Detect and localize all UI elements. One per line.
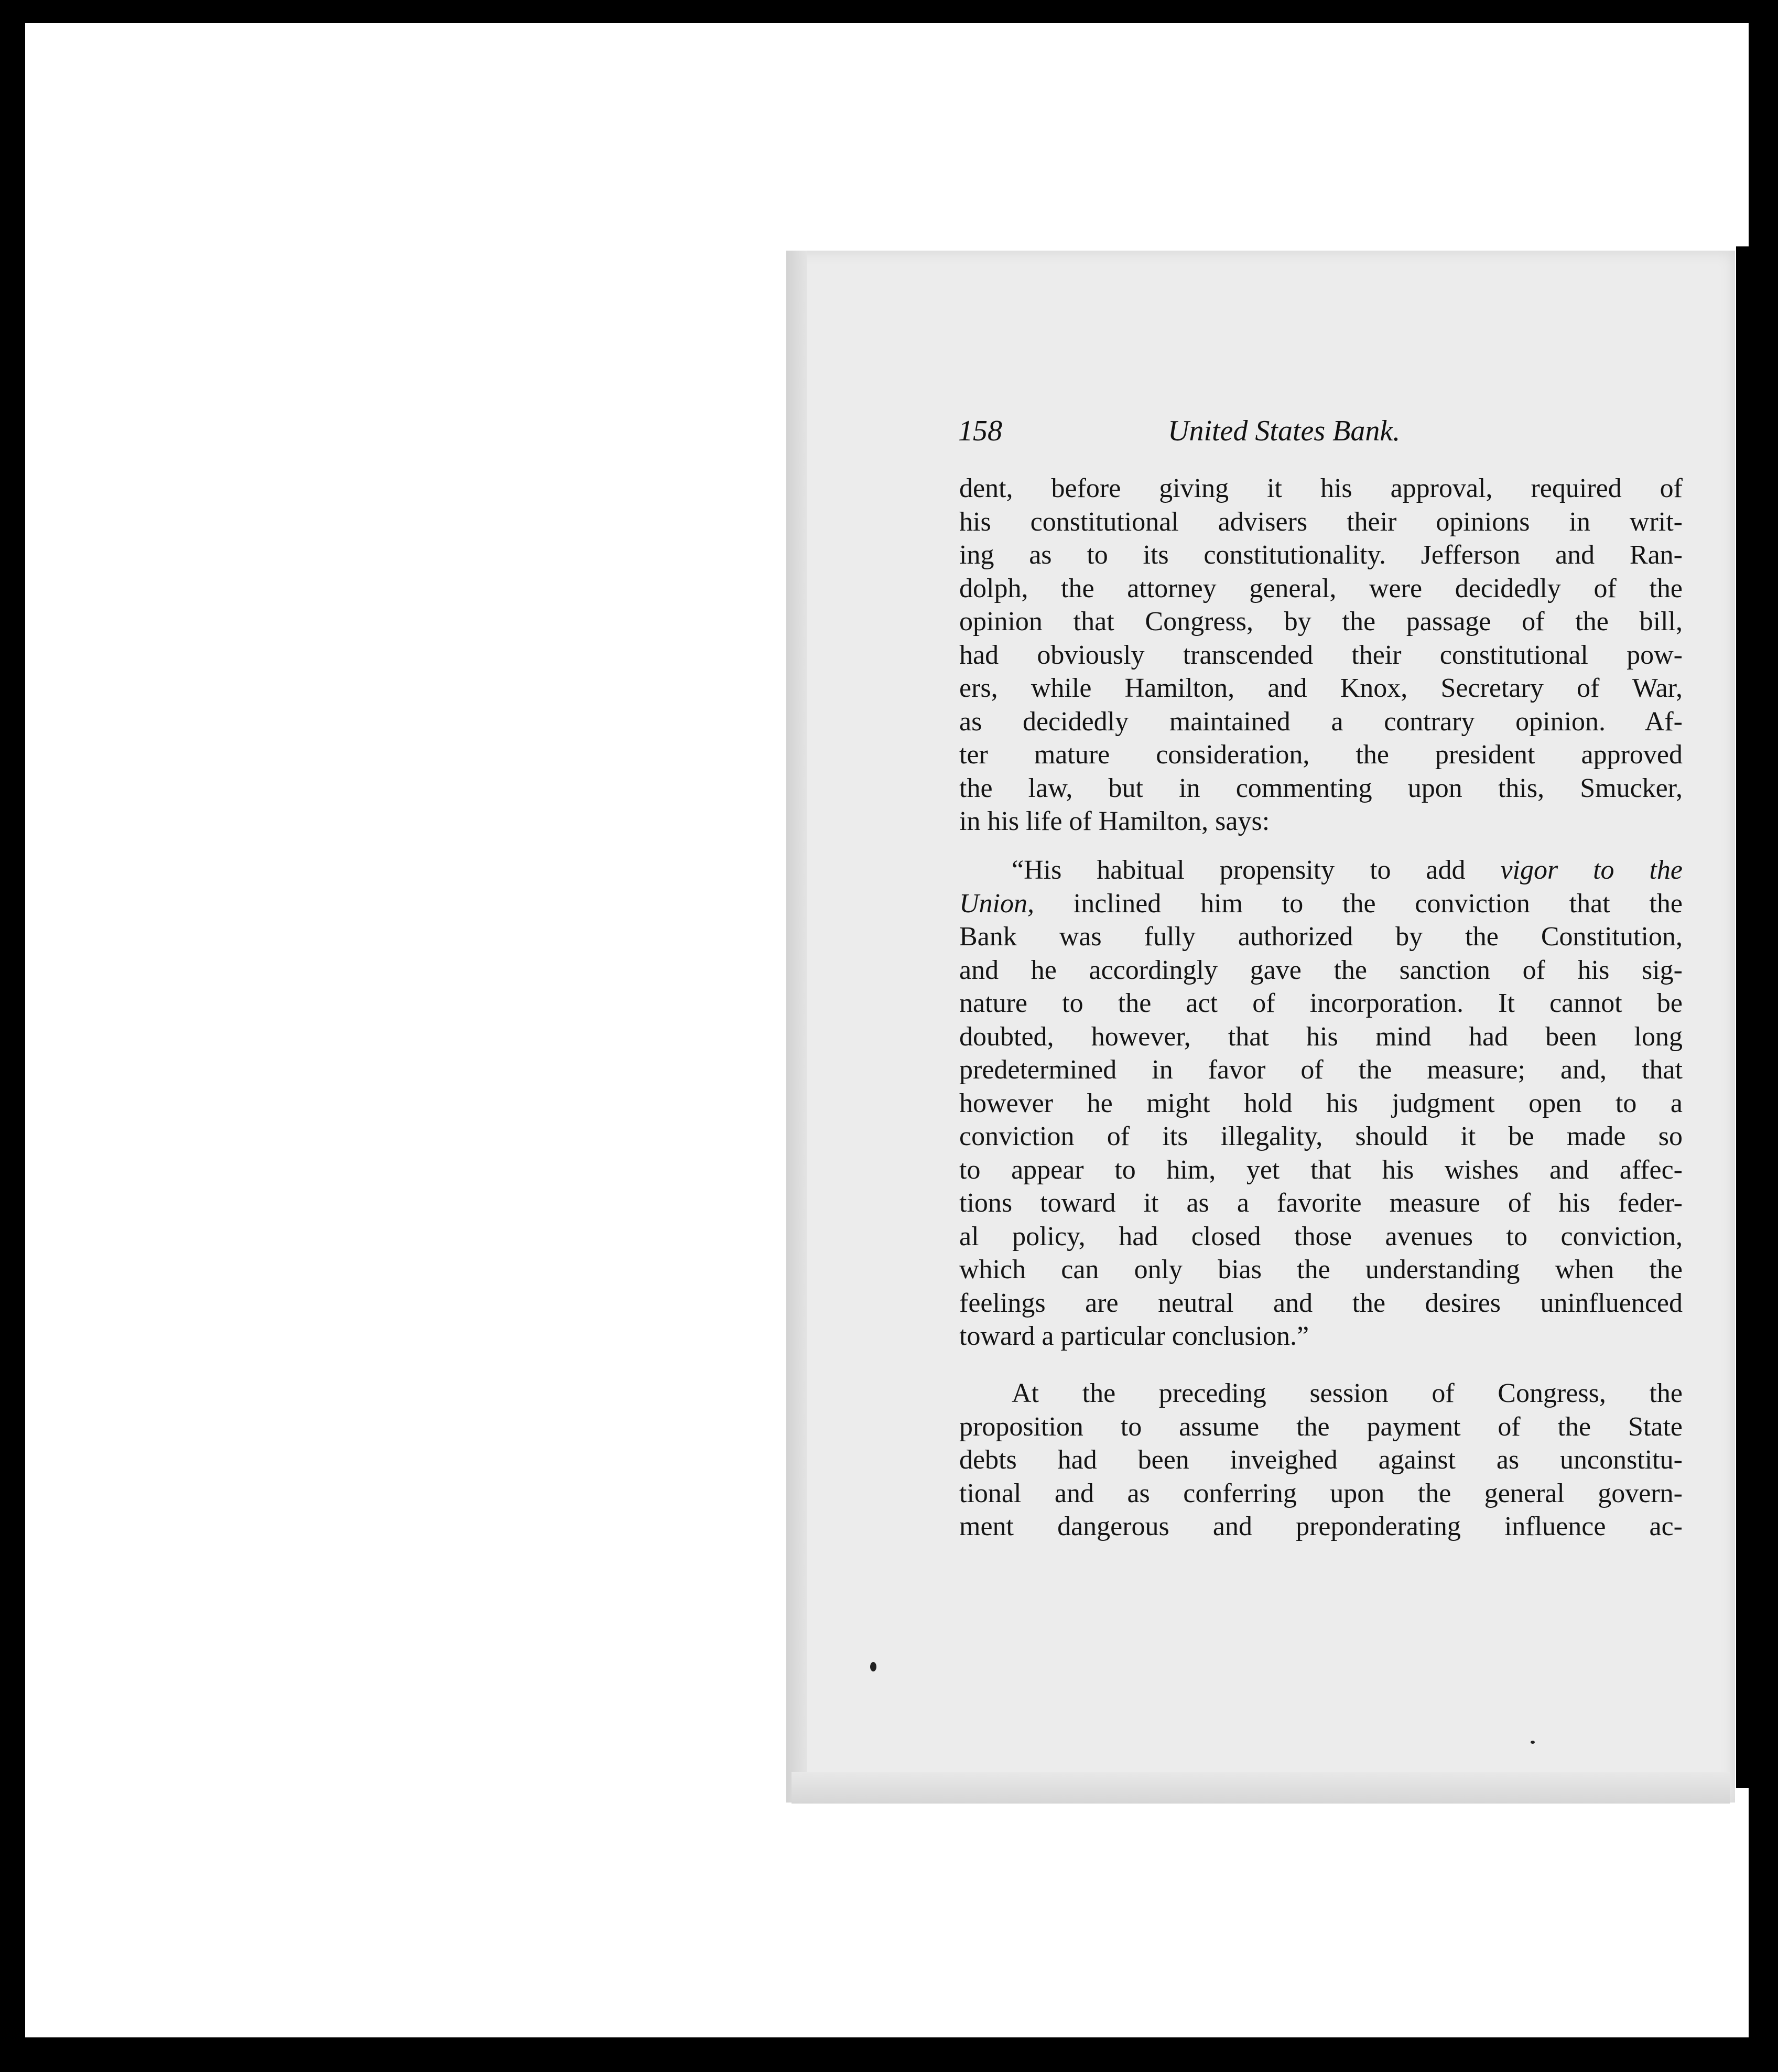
text-line: At the preceding session of Congress, the: [1012, 1378, 1683, 1408]
text-line: to appear to him, yet that his wishes and affec-: [959, 1154, 1683, 1185]
text-line: which can only bias the understanding when the: [959, 1255, 1683, 1285]
film-border-right: [1749, 0, 1778, 2072]
book-binding-edge: [1736, 246, 1749, 1788]
emphasis: vigor to the: [1500, 855, 1683, 885]
running-title: United States Bank.: [1168, 415, 1401, 447]
text-line: ment dangerous and preponderating influence ac-: [959, 1512, 1683, 1541]
text-line: his constitutional advisers their opinions in writ-: [959, 506, 1683, 537]
text-line: al policy, had closed those avenues to conviction,: [959, 1221, 1683, 1251]
text-line: ing as to its constitutionality. Jefferson and Ran-: [959, 540, 1683, 570]
text-line: doubted, however, that his mind had been long: [959, 1021, 1683, 1052]
text-line: as decidedly maintained a contrary opinion. Af-: [959, 706, 1683, 737]
page-bottom-edge: [792, 1772, 1730, 1804]
paragraph-3: [959, 1377, 1683, 1544]
text-line: however he might hold his judgment open to a: [959, 1088, 1683, 1118]
text-line: debts had been inveighed against as unconstitu-: [959, 1445, 1683, 1475]
text-line: the law, but in commenting upon this, Smucker,: [959, 773, 1683, 803]
page-edge-strip: [786, 251, 807, 1803]
text-line: proposition to assume the payment of the State: [959, 1411, 1683, 1442]
text-line: opinion that Congress, by the passage of the bill,: [959, 607, 1683, 636]
text-line: Bank was fully authorized by the Constitution,: [959, 922, 1683, 952]
text-line: ter mature consideration, the president approved: [959, 740, 1683, 770]
text-line: toward a particular conclusion.”: [959, 1321, 1309, 1351]
text-line: nature to the act of incorporation. It cannot be: [959, 988, 1683, 1018]
text-line: in his life of Hamilton, says:: [959, 806, 1270, 836]
film-speck: [870, 1662, 876, 1671]
text-line: ers, while Hamilton, and Knox, Secretary of War,: [959, 673, 1683, 703]
film-border-left: [0, 0, 25, 2072]
text-line: tional and as conferring upon the general govern-: [959, 1478, 1683, 1508]
text-line: predetermined in favor of the measure; and, that: [959, 1055, 1683, 1085]
film-speck: [1531, 1741, 1535, 1744]
text-line: feelings are neutral and the desires uninfluenced: [959, 1288, 1683, 1318]
running-header: [958, 414, 1440, 456]
film-border-top: [0, 0, 1778, 23]
text-line: tions toward it as a favorite measure of his feder-: [959, 1188, 1683, 1218]
text-line: conviction of its illegality, should it be made so: [959, 1121, 1683, 1151]
quotation-paragraph: [959, 854, 1683, 1353]
film-border-bottom: [0, 2037, 1778, 2072]
paragraph-1: [959, 472, 1683, 838]
text-line: and he accordingly gave the sanction of his sig-: [959, 955, 1683, 985]
text-line: dent, before giving it his approval, required of: [959, 473, 1683, 503]
text-line: dolph, the attorney general, were decidedly of the: [959, 573, 1683, 603]
emphasis: Union,: [959, 888, 1034, 919]
text-line: had obviously transcended their constitutional pow-: [959, 640, 1683, 670]
text-line: “His habitual propensity to add vigor to the: [1012, 855, 1683, 885]
text-line: Union, inclined him to the conviction that the: [959, 888, 1683, 919]
page-number: 158: [958, 415, 1002, 447]
